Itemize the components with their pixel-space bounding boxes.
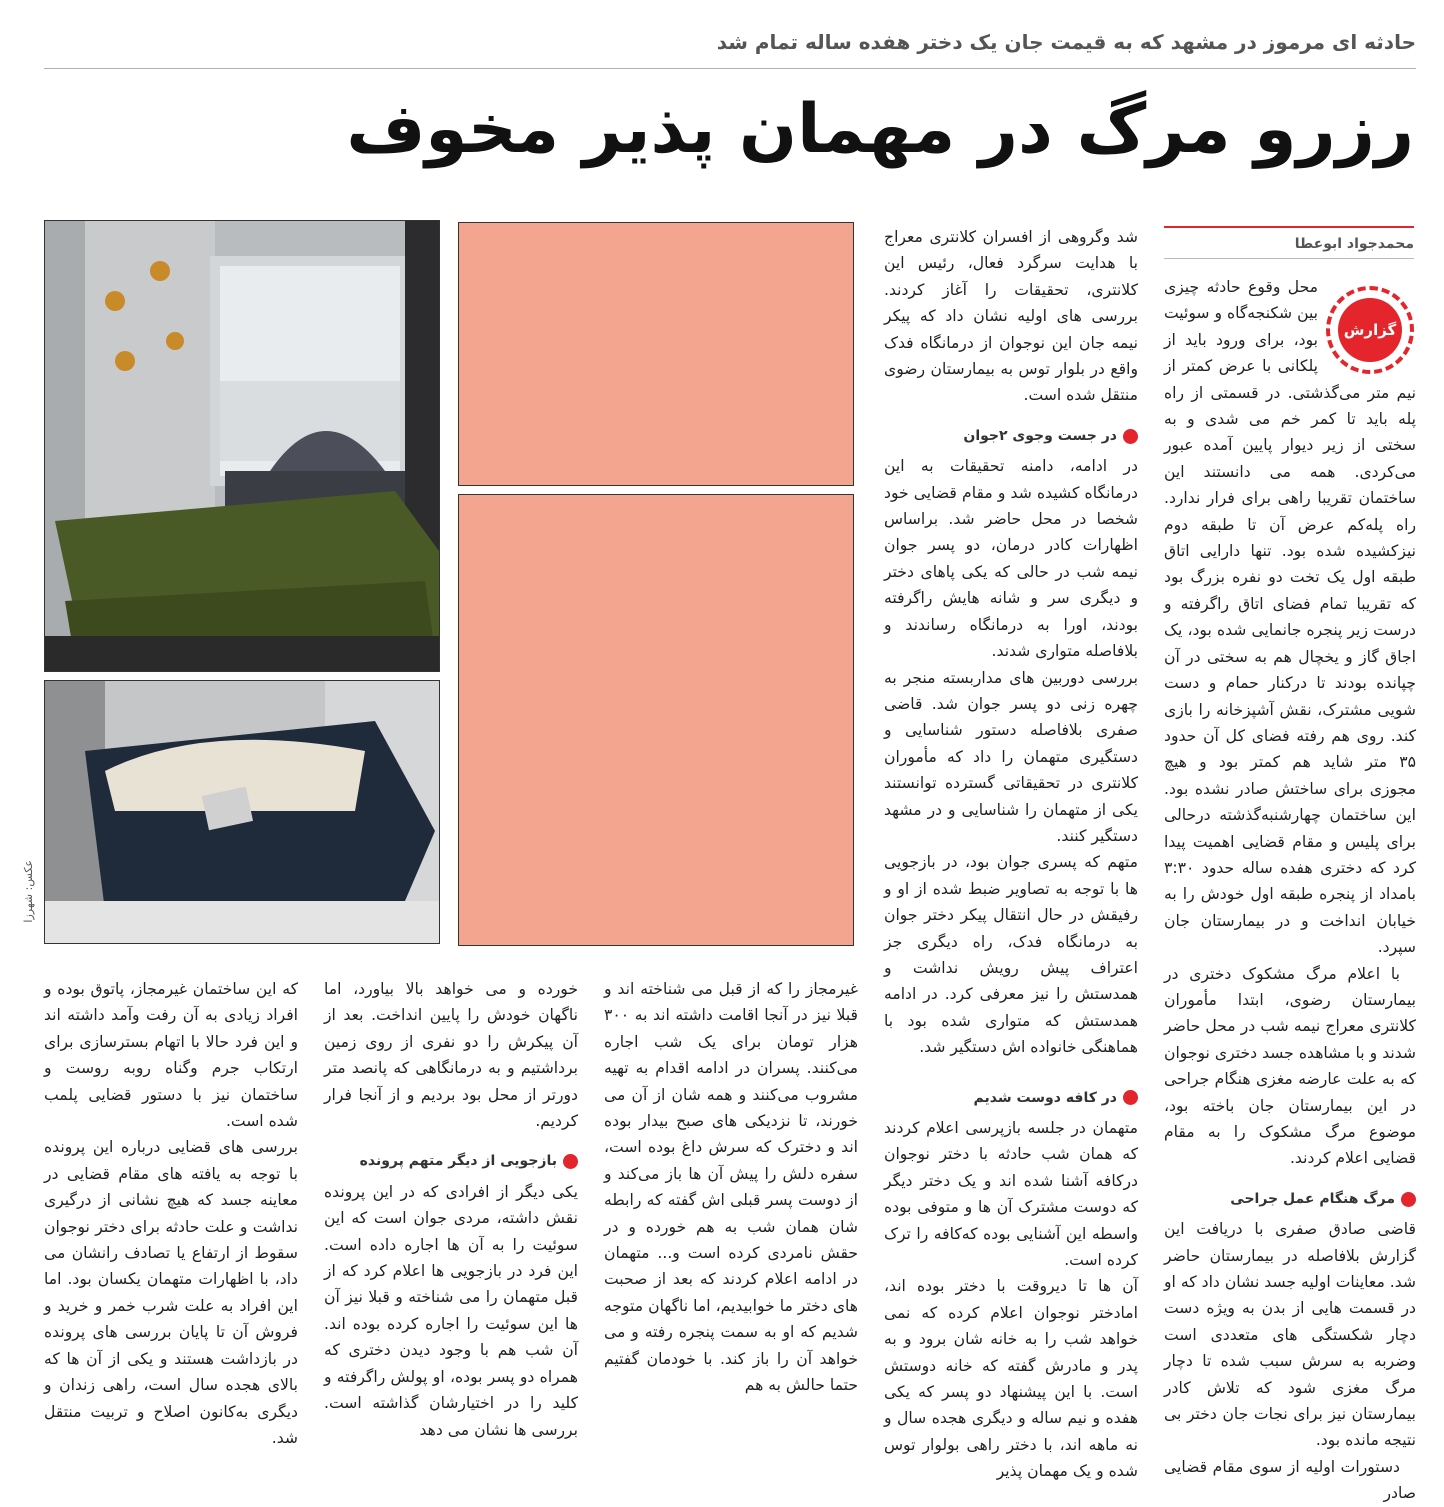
col1-paragraph: با اعلام مرگ مشکوک دختری در بیمارستان رضوی، ابتدا مأموران کلانتری معراج نیمه شب در محل حاضر شدند و با مشاهده جسد دختری نوجوان که به علت عارضه مغزی هنگام جراحی در این بیمارستان جان باخته بود، موضوع مرگ مشکوک را به مقام قضایی اعلام کردند.: [1164, 964, 1416, 1168]
placeholder-block-bottom: [458, 494, 854, 946]
col5-paragraph: که این ساختمان غیرمجاز، پاتوق بوده و افراد زیادی به آن رفت وآمد داشته اند و این فرد حالا با اتهام بسترسازی برای ارتکاب جرم وگناه روبه روست و ساختمان نیز با دستور قضایی پلمب شده است.: [44, 980, 298, 1131]
col4-subheading: بازجویی از دیگر متهم پرونده: [324, 1148, 578, 1174]
report-badge-label: گزارش: [1338, 298, 1402, 362]
room-photo: [44, 220, 440, 672]
col2-paragraph: متهمان در جلسه بازپرسی اعلام کردند که همان شب حادثه با دختر نوجوان درکافه آشنا شده اند و یک دختر دیگر که دوست مشترک آن ها و متوفی بوده واسطه این آشنایی بوده که‌کافه را ترک کرده است.: [884, 1119, 1138, 1270]
col4-paragraph: خورده و می خواهد بالا بیاورد، اما ناگهان خودش را پایین انداخت. بعد از آن پیکرش را دو نفری از روی زمین برداشتیم و به درمانگاهی که پانصد متر دورتر از محل بود بردیم و از آنجا فرار کردیم.: [324, 980, 578, 1131]
col4-paragraph: یکی دیگر از افرادی که در این پرونده نقش داشته، مردی جوان است که این سوئیت را به آن ها اجاره داده است. این فرد در بازجویی ها اعلام کرد که از قبل متهمان را می شناخته و قبلا نیز آن ها این سوئیت را اجاره کرده بوده اند. آن شب هم با وجود دیدن دختری که همراه دو پسر بوده، او پولش راگرفته و کلید را در اختیارشان گذاشته است. بررسی ها نشان می دهد: [324, 1182, 578, 1439]
column-3: [604, 976, 858, 1399]
col1-paragraph: دستورات اولیه از سوی مقام قضایی صادر: [1164, 1457, 1416, 1503]
col1-intro: محل وقوع حادثه چیزی بین شکنجه‌گاه و سوئیت بود، برای ورود باید از پلکانی با عرض کمتر از نیم متر می‌گذشتی. در قسمتی از راه پله باید تا کمر خم می شدی و به سختی از زیر دیوار پایین آمده عبور می‌کردی. همه می دانستند این ساختمان تقریبا راهی برای فرار ندارد. راه پله‌کم عرض آن تا طبقه دوم نیزکشیده شده بود. تنها دارایی اتاق طبقه اول یک تخت دو نفره بزرگ بود که تقریبا تمام فضای اتاق راگرفته و درست زیر پنجره جانمایی شده بود، یک اجاق گاز و یخچال هم به سختی در آن چپانده بودند تا درکنار حمام و دست شویی مشترک، نقش آشپزخانه را بازی کند. روی هم رفته فضای کل آن حدود ۳۵ متر شاید هم کمتر بود و هیچ مجوزی برای ساختش صادر نشده بود. این ساختمان چهارشنبه‌گذشته درحالی برای پلیس و مقام قضایی اهمیت پیدا کرد که دختری هفده ساله حدود ۳:۳۰ بامداد از پنجره طبقه اول خودش را به خیابان انداخت و در بیمارستان جان سپرد.: [1164, 278, 1416, 957]
col2-subheading: در جست وجوی ۲جوان: [884, 423, 1138, 449]
col2-paragraph: متهم که پسری جوان بود، در بازجویی ها با توجه به تصاویر ضبط شده از او و رفیقش در حال انتقال پیکر دختر جوان به درمانگاه فدک، راه دیگری جز اعتراف پیش رویش نداشت و همدستش را نیز معرفی کرد. در ادامه همدستش که متواری شده بود با هماهنگی خانواده اش دستگیر شد.: [884, 853, 1138, 1057]
column-5: [44, 976, 298, 1451]
col2-paragraph: در ادامه، دامنه تحقیقات به این درمانگاه کشیده شد و مقام قضایی خود شخصا در محل حاضر شد. براساس اظهارات کادر درمان، دو پسر جوان نیمه شب در حالی که یکی پاهای دختر و دیگری سر و شانه هایش راگرفته بودند، اورا به درمانگاه رساندند و بلافاصله متواری شدند.: [884, 457, 1138, 661]
col3-paragraph: غیرمجاز را که از قبل می شناخته اند و قبلا نیز در آنجا اقامت داشته اند به ۳۰۰ هزار تومان برای یک شب اجاره می‌کنند. پسران در ادامه اقدام به تهیه مشروب می‌کنند و همه شان از آن می خورند، تا نزدیکی های صبح بیدار بوده اند و دخترک که سرش داغ بوده است، سفره دلش را پیش آن ها باز می‌کند و از دوست پسر قبلی اش گفته که رابطه شان همان شب به هم خورده و در حقش نامردی کرده است و... متهمان در ادامه اعلام کردند که بعد از صحبت های دختر ما خوابیدیم، اما ناگهان متوجه شدیم که او به سمت پنجره رفته و می خواهد آن را باز کند. با خودمان گفتیم حتما حالش به هم: [604, 980, 858, 1395]
kicker: حادثه ای مرموز در مشهد که به قیمت جان یک دختر هفده ساله تمام شد: [716, 30, 1416, 54]
bag-photo: [44, 680, 440, 944]
column-2: [884, 224, 1138, 1485]
bag-photo-image: [45, 681, 439, 943]
col1-subheading: مرگ هنگام عمل جراحی: [1164, 1186, 1416, 1212]
badge-spacer: [1318, 274, 1416, 378]
placeholder-block-top: [458, 222, 854, 486]
col2-paragraph: آن ها تا دیروقت با دختر بوده اند، امادختر نوجوان اعلام کرده که نمی خواهد شب را به خانه شان برود و به پدر و مادرش گفته که خانه دوستش است. با این پیشنهاد دو پسر که یکی هفده و نیم ساله و دیگری هجده سال و نه ماهه اند، با دختر راهی بولوار توس شده و یک مهمان پذیر: [884, 1277, 1138, 1481]
bullet-dot-icon: [1401, 1192, 1416, 1207]
col2-subheading: در کافه دوست شدیم: [884, 1085, 1138, 1111]
column-4: [324, 976, 578, 1443]
byline: محمدجواد ابوعطا: [1164, 226, 1414, 259]
photo-credit: عکس: شهرزا: [22, 860, 35, 923]
headline: رزرو مرگ در مهمان پذیر مخوف: [346, 90, 1414, 169]
col2-paragraph: شد وگروهی از افسران کلانتری معراج با هدایت سرگرد فعال، رئیس این کلانتری، تحقیقات را آغاز کردند. بررسی های اولیه نشان داد که پیکر نیمه جان این نوجوان از درمانگاه فدک واقع در بلوار توس به بیمارستان رضوی منتقل شده است.: [884, 228, 1138, 405]
bullet-dot-icon: [1123, 429, 1138, 444]
bullet-dot-icon: [563, 1154, 578, 1169]
col5-paragraph: بررسی های قضایی درباره این پرونده با توجه به یافته های مقام قضایی در معاینه جسد که هیچ نشانی از درگیری نداشت و علت حادثه برای دختر نوجوان سقوط از ارتفاع یا تصادف رانشان می داد، با اظهارات متهمان یکسان بود. اما این افراد به علت شرب خمر و خرید و فروش آن تا پایان بررسی های پرونده در بازداشت هستند و یکی از آن ها که بالای هجده سال است، راهی زندان و دیگری به‌کانون اصلاح و تربیت منتقل شد.: [44, 1138, 298, 1447]
top-divider: [44, 68, 1416, 69]
column-1: [1164, 274, 1416, 1507]
room-photo-image: [45, 221, 439, 671]
col2-paragraph: بررسی دوربین های مداربسته منجر به چهره زنی دو پسر جوان شد. قاضی صفری بلافاصله دستور شناسایی و دستگیری متهمان را داد که مأموران کلانتری در تحقیقاتی گسترده توانستند یکی از متهمان را شناسایی و در مشهد دستگیر کنند.: [884, 668, 1138, 845]
col1-paragraph: قاضی صادق صفری با دریافت این گزارش بلافاصله در بیمارستان حاضر شد. معاینات اولیه جسد نشان داد که او در قسمت هایی از بدن به ویژه دست دچار شکستگی های متعددی است وضربه به سرش سبب شده تا دچار مرگ مغزی شود که تلاش کادر بیمارستان نیز برای نجات جان دختر بی نتیجه مانده بود.: [1164, 1220, 1416, 1450]
bullet-dot-icon: [1123, 1090, 1138, 1105]
